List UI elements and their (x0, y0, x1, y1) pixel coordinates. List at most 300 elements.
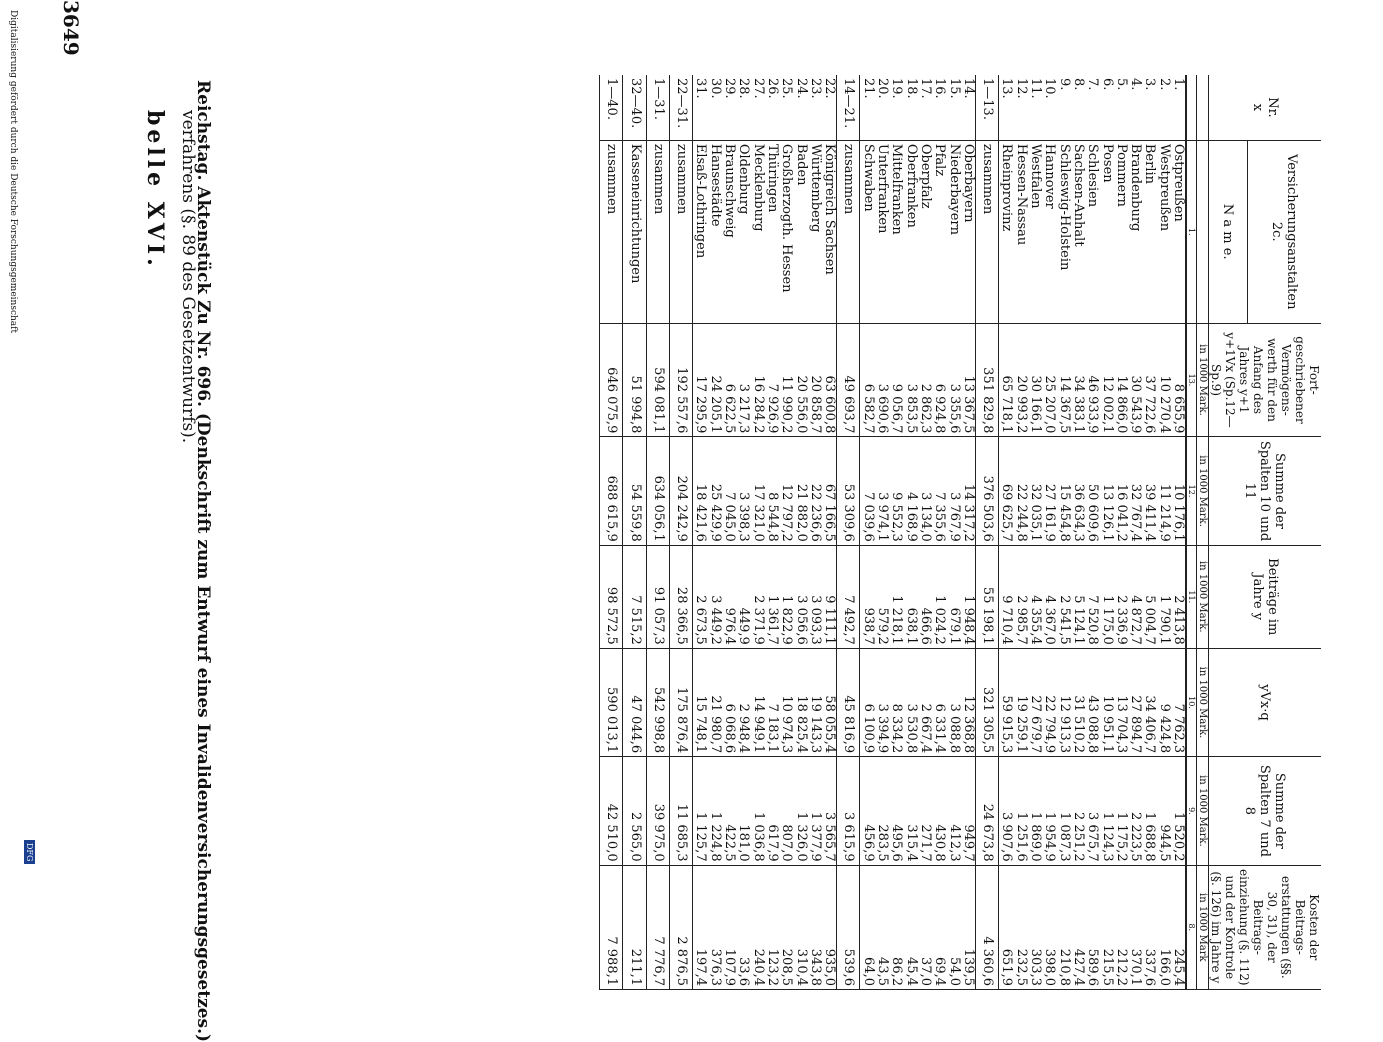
cell-c9: 617,9 (765, 757, 779, 865)
cell-c13: 12 002,1 (1099, 323, 1113, 437)
cell-nr: 18. (903, 75, 917, 140)
cell-c11: 9 710,4 (999, 545, 1014, 648)
cell-c9: 2 223,5 (1128, 757, 1142, 865)
cell-nr: 4. (1128, 75, 1142, 140)
cell-c11: 91 057,3 (646, 545, 669, 648)
cell-c12: 4 168,9 (903, 437, 917, 545)
cell-c13: 10 270,4 (1156, 323, 1170, 437)
cell-c9: 1 377,9 (808, 757, 822, 865)
col-header-11: Beiträge im Jahre y (1209, 545, 1322, 648)
cell-c10: 59 915,3 (999, 648, 1014, 756)
cell-c12: 15 454,8 (1056, 437, 1070, 545)
table-row (999, 75, 1014, 990)
cell-c10: 3 394,9 (875, 648, 889, 756)
cell-c8: 212,2 (1114, 865, 1128, 989)
table-body (600, 75, 1186, 990)
cell-c8: 4 360,6 (975, 865, 998, 989)
colnum-8: 8. (1186, 865, 1197, 989)
cell-c12: 36 634,3 (1071, 437, 1085, 545)
colnum-name: 1. (1186, 140, 1197, 323)
cell-c10: 47 044,6 (623, 648, 646, 756)
col-header-10: yVx·q (1209, 648, 1322, 756)
dfg-credit: Digitalisierung gefördert durch die Deutsche Forschungsgemeinschaft (8, 10, 18, 334)
cell-c11: 55 198,1 (975, 545, 998, 648)
cell-c13: 6 582,7 (860, 323, 875, 437)
cell-name: zusammen (975, 140, 998, 323)
cell-c12: 3 767,9 (946, 437, 960, 545)
cell-c8: 210,8 (1056, 865, 1070, 989)
cell-c12: 14 317,2 (961, 437, 976, 545)
cell-c11: 449,9 (736, 545, 750, 648)
cell-nr: 30. (708, 75, 722, 140)
cell-name: Niederbayern (946, 140, 960, 323)
total-row (669, 75, 692, 990)
cell-c11: 4 355,4 (1028, 545, 1042, 648)
cell-c10: 27 679,7 (1028, 648, 1042, 756)
cell-c8: 539,6 (837, 865, 860, 989)
unit-13: in 1000 Mark. (1197, 323, 1209, 437)
cell-nr: 16. (932, 75, 946, 140)
cell-c13: 20 858,7 (808, 323, 822, 437)
cell-c10: 7 183,1 (765, 648, 779, 756)
page-number: 3649 (59, 0, 83, 56)
cell-c13: 46 933,9 (1085, 323, 1099, 437)
cell-name: Hessen-Nassau (1013, 140, 1027, 323)
cell-c9: 1 869,0 (1028, 757, 1042, 865)
cell-c13: 65 718,1 (999, 323, 1014, 437)
cell-c13: 20 556,0 (793, 323, 807, 437)
table-row (860, 75, 875, 990)
table-row (932, 75, 946, 990)
cell-c8: 45,4 (903, 865, 917, 989)
cell-nr: 31. (693, 75, 708, 140)
cell-c9: 422,5 (722, 757, 736, 865)
cell-c12: 3 134,0 (918, 437, 932, 545)
total-row (623, 75, 646, 990)
cell-c12: 3 974,1 (875, 437, 889, 545)
cell-c11: 3 056,6 (793, 545, 807, 648)
cell-c9: 24 673,8 (975, 757, 998, 865)
cell-c13: 20 993,2 (1013, 323, 1027, 437)
cell-c11: 2 985,7 (1013, 545, 1027, 648)
colnum-nr (1186, 75, 1197, 140)
cell-c10: 2 667,4 (918, 648, 932, 756)
cell-c13: 14 866,0 (1114, 323, 1128, 437)
cell-name: Brandenburg (1128, 140, 1142, 323)
cell-c13: 11 990,2 (779, 323, 793, 437)
unit-nr (1197, 75, 1209, 140)
cell-name: Oberbayern (961, 140, 976, 323)
cell-c9: 807,0 (779, 757, 793, 865)
cell-c13: 25 207,0 (1042, 323, 1056, 437)
table-row (1142, 75, 1156, 990)
cell-name: Mittelfranken (889, 140, 903, 323)
cell-c10: 590 013,1 (600, 648, 623, 756)
cell-c11: 976,4 (722, 545, 736, 648)
cell-c11: 7 492,7 (837, 545, 860, 648)
cell-nr: 32—40. (623, 75, 646, 140)
cell-c10: 45 816,9 (837, 648, 860, 756)
cell-name: zusammen (600, 140, 623, 323)
cell-nr: 10. (1042, 75, 1056, 140)
cell-name: Baden (793, 140, 807, 323)
cell-c10: 19 259,1 (1013, 648, 1027, 756)
cell-name: Oberpfalz (918, 140, 932, 323)
cell-c9: 1 688,8 (1142, 757, 1156, 865)
table-row (708, 75, 722, 990)
cell-c9: 3 615,9 (837, 757, 860, 865)
cell-c11: 3 449,2 (708, 545, 722, 648)
cell-c12: 21 882,0 (793, 437, 807, 545)
table-row (889, 75, 903, 990)
cell-c12: 32 035,1 (1028, 437, 1042, 545)
cell-c9: 944,5 (1156, 757, 1170, 865)
cell-c13: 3 217,3 (736, 323, 750, 437)
cell-c11: 5 004,7 (1142, 545, 1156, 648)
cell-c10: 10 951,1 (1099, 648, 1113, 756)
col-header-13: Fort- geschriebener Vermögens- werth für den Anfang des Jahres y+1 y+1Vx (Sp.12—Sp.9) (1209, 323, 1322, 437)
cell-name: Schwaben (860, 140, 875, 323)
cell-nr: 5. (1114, 75, 1128, 140)
cell-c11: 1 218,1 (889, 545, 903, 648)
cell-c9: 3 907,6 (999, 757, 1014, 865)
cell-c9: 456,9 (860, 757, 875, 865)
cell-c11: 1 024,2 (932, 545, 946, 648)
cell-c12: 11 214,9 (1156, 437, 1170, 545)
cell-c12: 25 429,9 (708, 437, 722, 545)
cell-nr: 21. (860, 75, 875, 140)
cell-c13: 3 690,6 (875, 323, 889, 437)
cell-c9: 11 685,3 (669, 757, 692, 865)
table-row (750, 75, 764, 990)
cell-name: zusammen (646, 140, 669, 323)
cell-c11: 98 572,5 (600, 545, 623, 648)
cell-c9: 1 124,3 (1099, 757, 1113, 865)
cell-c12: 3 398,3 (736, 437, 750, 545)
cell-c10: 13 704,3 (1114, 648, 1128, 756)
cell-c13: 192 557,6 (669, 323, 692, 437)
col-group-header: Versicherungsanstalten 2c. (1247, 140, 1321, 323)
cell-nr: 11. (1028, 75, 1042, 140)
col-header-8: Kosten der Beitrags- erstattungen (§§. 30, 31), der Beitrags- einziehung (§. 112) und der Kontrole (§. 126) im Jahre y (1209, 865, 1322, 989)
cell-c8: 139,5 (961, 865, 976, 989)
cell-name: Oberfranken (903, 140, 917, 323)
cell-nr: 1. (1171, 75, 1186, 140)
cell-c12: 50 609,6 (1085, 437, 1099, 545)
cell-c8: 208,5 (779, 865, 793, 989)
cell-c11: 2 371,9 (750, 545, 764, 648)
cell-c8: 398,0 (1042, 865, 1056, 989)
cell-c11: 638,1 (903, 545, 917, 648)
unit-8: in 1000 Mark (1197, 865, 1209, 989)
cell-nr: 26. (765, 75, 779, 140)
cell-name: Elsaß-Lothringen (693, 140, 708, 323)
cell-c12: 204 242,9 (669, 437, 692, 545)
cell-nr: 1—40. (600, 75, 623, 140)
cell-name: Sachsen-Anhalt (1071, 140, 1085, 323)
cell-c9: 3 565,7 (822, 757, 837, 865)
cell-c8: 166,0 (1156, 865, 1170, 989)
colnum-10: 10. (1186, 648, 1197, 756)
table-row (1042, 75, 1056, 990)
cell-c10: 43 088,8 (1085, 648, 1099, 756)
table-row (808, 75, 822, 990)
cell-name: zusammen (669, 140, 692, 323)
unit-name (1197, 140, 1209, 323)
cell-nr: 22—31. (669, 75, 692, 140)
total-row (837, 75, 860, 990)
col-header-12: Summe der Spalten 10 und 11 (1209, 437, 1322, 545)
cell-c13: 49 693,7 (837, 323, 860, 437)
cell-c8: 123,2 (765, 865, 779, 989)
cell-c10: 6 068,6 (722, 648, 736, 756)
cell-nr: 25. (779, 75, 793, 140)
cell-c10: 12 913,3 (1056, 648, 1070, 756)
cell-c8: 343,8 (808, 865, 822, 989)
cell-c8: 303,3 (1028, 865, 1042, 989)
cell-c9: 430,8 (932, 757, 946, 865)
cell-c10: 19 143,3 (808, 648, 822, 756)
cell-c9: 1 326,0 (793, 757, 807, 865)
cell-c10: 15 748,1 (693, 648, 708, 756)
cell-name: zusammen (837, 140, 860, 323)
cell-name: Braunschweig (722, 140, 736, 323)
cell-c10: 6 100,9 (860, 648, 875, 756)
cell-c12: 7 045,0 (722, 437, 736, 545)
cell-nr: 28. (736, 75, 750, 140)
cell-c10: 7 762,3 (1171, 648, 1186, 756)
cell-name: Westpreußen (1156, 140, 1170, 323)
col-header-nr: Nr. x (1209, 75, 1322, 140)
cell-nr: 17. (918, 75, 932, 140)
cell-c12: 9 552,3 (889, 437, 903, 545)
cell-c8: 107,9 (722, 865, 736, 989)
table-title: belle XVI. (142, 110, 168, 270)
cell-c13: 3 355,6 (946, 323, 960, 437)
cell-name: Schleswig-Holstein (1056, 140, 1070, 323)
cell-c12: 10 176,1 (1171, 437, 1186, 545)
table-row (1028, 75, 1042, 990)
cell-name: Thüringen (765, 140, 779, 323)
cell-c13: 7 926,9 (765, 323, 779, 437)
cell-c12: 7 355,6 (932, 437, 946, 545)
cell-c8: 86,2 (889, 865, 903, 989)
cell-c12: 32 767,4 (1128, 437, 1142, 545)
cell-c11: 28 366,5 (669, 545, 692, 648)
cell-name: Pfalz (932, 140, 946, 323)
table-row (822, 75, 837, 990)
cell-c8: 337,6 (1142, 865, 1156, 989)
cell-c9: 181,0 (736, 757, 750, 865)
cell-c8: 651,9 (999, 865, 1014, 989)
cell-c11: 1 822,9 (779, 545, 793, 648)
cell-nr: 15. (946, 75, 960, 140)
cell-c9: 1 125,7 (693, 757, 708, 865)
cell-name: Mecklenburg (750, 140, 764, 323)
cell-c11: 2 541,5 (1056, 545, 1070, 648)
cell-c13: 6 622,5 (722, 323, 736, 437)
cell-nr: 6. (1099, 75, 1113, 140)
colnum-13: 13. (1186, 323, 1197, 437)
cell-c12: 376 503,6 (975, 437, 998, 545)
cell-c12: 13 126,1 (1099, 437, 1113, 545)
cell-c8: 589,6 (1085, 865, 1099, 989)
col-header-name: N a m e. (1209, 140, 1248, 323)
table-row (1071, 75, 1085, 990)
cell-c11: 1 361,7 (765, 545, 779, 648)
cell-nr: 7. (1085, 75, 1099, 140)
cell-c9: 1 224,8 (708, 757, 722, 865)
cell-name: Pommern (1114, 140, 1128, 323)
cell-c8: 37,0 (918, 865, 932, 989)
table-row (1114, 75, 1128, 990)
cell-c9: 1 036,8 (750, 757, 764, 865)
dfg-logo: DFG (24, 840, 35, 864)
cell-name: Hansestädte (708, 140, 722, 323)
cell-c11: 9 111,1 (822, 545, 837, 648)
cell-c10: 8 334,2 (889, 648, 903, 756)
page-header: Reichstag. Aktenstück Zu Nr. 696. (Denkschrift zum Entwurf eines Invalidenversicherungsgesetzes.) (193, 80, 213, 1042)
cell-c13: 6 924,8 (932, 323, 946, 437)
total-row (600, 75, 623, 990)
cell-c11: 2 673,5 (693, 545, 708, 648)
cell-c10: 3 530,8 (903, 648, 917, 756)
cell-c13: 9 056,7 (889, 323, 903, 437)
table-row (1056, 75, 1070, 990)
cell-c10: 12 368,8 (961, 648, 976, 756)
cell-c9: 1 175,2 (1114, 757, 1128, 865)
cell-c11: 7 515,2 (623, 545, 646, 648)
cell-c12: 17 321,0 (750, 437, 764, 545)
cell-c10: 2 948,4 (736, 648, 750, 756)
table-row (961, 75, 976, 990)
cell-c9: 1 954,9 (1042, 757, 1056, 865)
cell-c8: 935,0 (822, 865, 837, 989)
cell-c9: 412,3 (946, 757, 960, 865)
unit-9: in 1000 Mark. (1197, 757, 1209, 865)
cell-c9: 3 675,7 (1085, 757, 1099, 865)
cell-name: Württemberg (808, 140, 822, 323)
cell-c9: 949,7 (961, 757, 976, 865)
cell-c8: 7 776,7 (646, 865, 669, 989)
cell-c13: 646 075,9 (600, 323, 623, 437)
unit-11: in 1000 Mark. (1197, 545, 1209, 648)
cell-c12: 12 797,2 (779, 437, 793, 545)
cell-c12: 54 559,8 (623, 437, 646, 545)
cell-c13: 17 295,9 (693, 323, 708, 437)
table-subtitle: verfahrens (§. 89 des Gesetzentwurfs). (178, 110, 198, 444)
cell-c10: 31 510,2 (1071, 648, 1085, 756)
cell-c9: 271,7 (918, 757, 932, 865)
cell-c13: 14 367,5 (1056, 323, 1070, 437)
table-row (875, 75, 889, 990)
cell-nr: 2. (1156, 75, 1170, 140)
table-row (793, 75, 807, 990)
cell-c8: 215,5 (1099, 865, 1113, 989)
cell-nr: 1—31. (646, 75, 669, 140)
cell-c11: 1 948,4 (961, 545, 976, 648)
cell-c9: 495,6 (889, 757, 903, 865)
total-row (646, 75, 669, 990)
cell-c9: 1 251,6 (1013, 757, 1027, 865)
cell-nr: 24. (793, 75, 807, 140)
data-table (599, 75, 1321, 990)
cell-c9: 1 520,2 (1171, 757, 1186, 865)
cell-c10: 34 406,7 (1142, 648, 1156, 756)
cell-c11: 4 367,0 (1042, 545, 1056, 648)
cell-name: Oldenburg (736, 140, 750, 323)
cell-name: Ostpreußen (1171, 140, 1186, 323)
colnum-11: 11. (1186, 545, 1197, 648)
cell-c10: 6 331,4 (932, 648, 946, 756)
cell-c10: 3 088,8 (946, 648, 960, 756)
cell-c10: 321 305,5 (975, 648, 998, 756)
cell-nr: 19. (889, 75, 903, 140)
cell-c10: 58 055,4 (822, 648, 837, 756)
cell-c9: 42 510,0 (600, 757, 623, 865)
cell-c12: 16 041,2 (1114, 437, 1128, 545)
cell-c10: 22 794,9 (1042, 648, 1056, 756)
cell-c8: 69,4 (932, 865, 946, 989)
cell-name: Schlesien (1085, 140, 1099, 323)
cell-c12: 688 615,9 (600, 437, 623, 545)
cell-c8: 197,4 (693, 865, 708, 989)
cell-c11: 7 520,8 (1085, 545, 1099, 648)
cell-c12: 18 421,6 (693, 437, 708, 545)
cell-nr: 8. (1071, 75, 1085, 140)
cell-c8: 43,5 (875, 865, 889, 989)
colnum-12: 12. (1186, 437, 1197, 545)
table-row (1013, 75, 1027, 990)
table-row (1156, 75, 1170, 990)
cell-name: Posen (1099, 140, 1113, 323)
cell-nr: 12. (1013, 75, 1027, 140)
table-row (693, 75, 708, 990)
cell-nr: 3. (1142, 75, 1156, 140)
cell-c11: 679,1 (946, 545, 960, 648)
cell-nr: 14—21. (837, 75, 860, 140)
table-row (736, 75, 750, 990)
cell-c10: 21 980,7 (708, 648, 722, 756)
colnum-9: 9. (1186, 757, 1197, 865)
table-row (946, 75, 960, 990)
cell-c10: 27 894,7 (1128, 648, 1142, 756)
cell-c13: 63 600,8 (822, 323, 837, 437)
cell-c13: 16 284,2 (750, 323, 764, 437)
cell-c12: 69 625,7 (999, 437, 1014, 545)
cell-name: Großherzogth. Hessen (779, 140, 793, 323)
cell-name: Königreich Sachsen (822, 140, 837, 323)
cell-c8: 232,5 (1013, 865, 1027, 989)
cell-c9: 2 565,0 (623, 757, 646, 865)
cell-c13: 8 655,9 (1171, 323, 1186, 437)
cell-c11: 5 124,1 (1071, 545, 1085, 648)
table-row (779, 75, 793, 990)
cell-c12: 8 544,8 (765, 437, 779, 545)
cell-c12: 22 244,8 (1013, 437, 1027, 545)
cell-nr: 14. (961, 75, 976, 140)
cell-name: Berlin (1142, 140, 1156, 323)
cell-nr: 27. (750, 75, 764, 140)
cell-c8: 245,4 (1171, 865, 1186, 989)
table-row (722, 75, 736, 990)
cell-name: Kasseneinrichtungen (623, 140, 646, 323)
cell-c13: 594 081,1 (646, 323, 669, 437)
cell-c9: 2 251,2 (1071, 757, 1085, 865)
cell-c11: 2 413,8 (1171, 545, 1186, 648)
cell-c13: 51 994,8 (623, 323, 646, 437)
cell-c10: 542 998,8 (646, 648, 669, 756)
